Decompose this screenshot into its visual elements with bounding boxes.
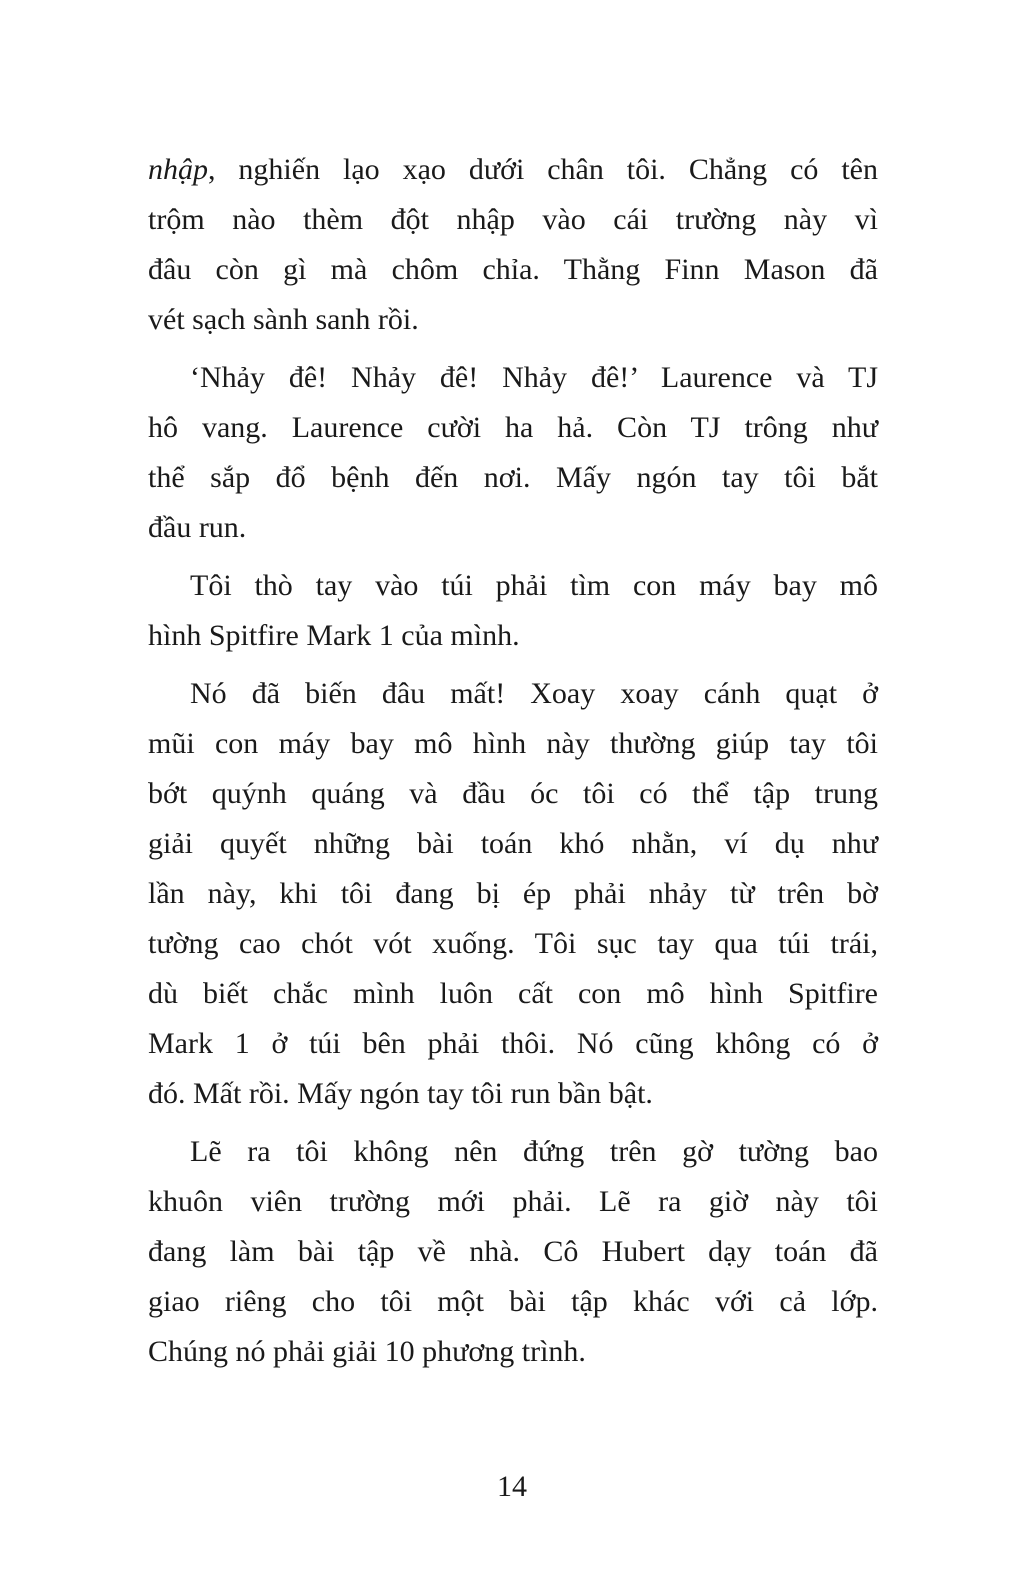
text-line: đầu run. <box>148 511 247 544</box>
paragraph <box>148 561 878 661</box>
text-line: khuôn viên trường mới phải. Lẽ ra giờ này tôi <box>148 1185 878 1218</box>
text-line: đâu còn gì mà chôm chỉa. Thằng Finn Mason đã <box>148 253 878 286</box>
text-line: Chúng nó phải giải 10 phương trình. <box>148 1335 586 1368</box>
text-line: giao riêng cho tôi một bài tập khác với cả lớp. <box>148 1285 878 1318</box>
text-line: giải quyết những bài toán khó nhằn, ví dụ như <box>148 827 878 860</box>
paragraph <box>148 669 878 1119</box>
text-line: Tôi thò tay vào túi phải tìm con máy bay mô <box>190 569 878 602</box>
text-line: bớt quýnh quáng và đầu óc tôi có thể tập trung <box>148 777 878 810</box>
text-line: ‘Nhảy đê! Nhảy đê! Nhảy đê!’ Laurence và TJ <box>190 361 878 394</box>
page-text <box>148 145 878 1385</box>
text-line: thể sắp đổ bệnh đến nơi. Mấy ngón tay tôi bắt <box>148 461 878 494</box>
text-line: Nó đã biến đâu mất! Xoay xoay cánh quạt ở <box>190 677 878 710</box>
text-line: đó. Mất rồi. Mấy ngón tay tôi run bần bật. <box>148 1077 653 1110</box>
text-line: vét sạch sành sanh rồi. <box>148 303 419 336</box>
text-line: đang làm bài tập về nhà. Cô Hubert dạy toán đã <box>148 1235 878 1268</box>
paragraph <box>148 145 878 345</box>
text-line: Mark 1 ở túi bên phải thôi. Nó cũng không có ở <box>148 1027 878 1060</box>
text-line: nhập, nghiến lạo xạo dưới chân tôi. Chẳng có tên <box>148 153 878 186</box>
paragraph <box>148 353 878 553</box>
text-line: lần này, khi tôi đang bị ép phải nhảy từ trên bờ <box>148 877 878 910</box>
paragraph <box>148 1127 878 1377</box>
italic-lead-word: nhập <box>148 153 208 186</box>
text-line: Lẽ ra tôi không nên đứng trên gờ tường bao <box>190 1135 878 1168</box>
text-line: tường cao chót vót xuống. Tôi sục tay qua túi trái, <box>148 927 878 960</box>
text-line: dù biết chắc mình luôn cất con mô hình Spitfire <box>148 977 878 1010</box>
text-line: hô vang. Laurence cười ha hả. Còn TJ trông như <box>148 411 878 444</box>
text-line: mũi con máy bay mô hình này thường giúp tay tôi <box>148 727 878 760</box>
text-line: trộm nào thèm đột nhập vào cái trường này vì <box>148 203 878 236</box>
page-number: 14 <box>497 1470 527 1503</box>
text-line: hình Spitfire Mark 1 của mình. <box>148 619 520 652</box>
page-footer <box>0 1462 1024 1512</box>
